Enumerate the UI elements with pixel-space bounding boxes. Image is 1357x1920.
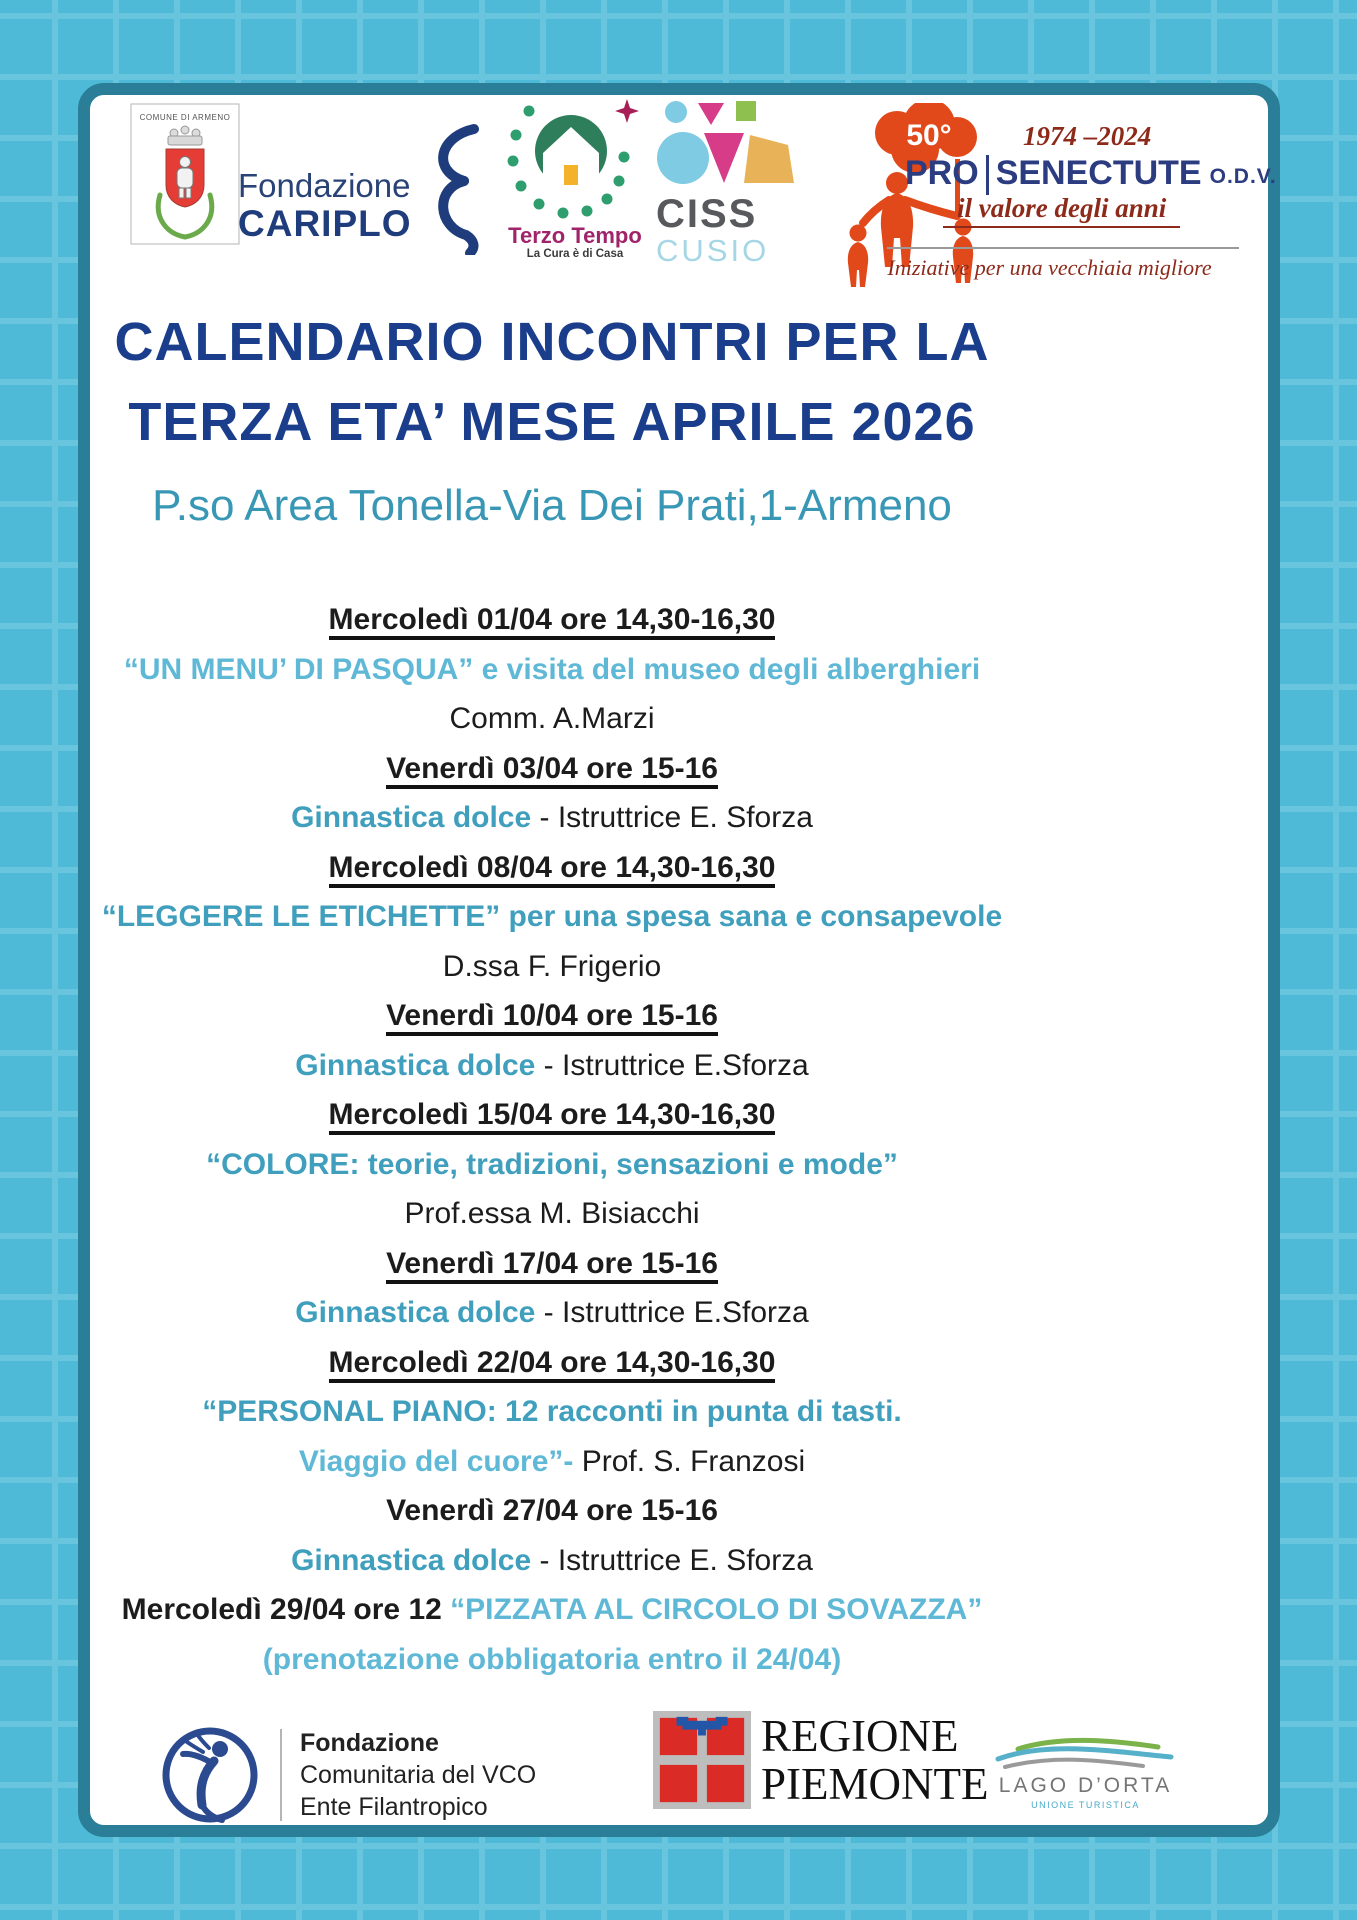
vco-line3: Ente Filantropico <box>300 1793 488 1821</box>
event-date-title: Mercoledì 29/04 ore 12 “PIZZATA AL CIRCOLO DI SOVAZZA” <box>121 1593 983 1626</box>
events-list <box>90 595 1014 1684</box>
vco-line1: Fondazione <box>300 1729 439 1757</box>
event-title: “LEGGERE LE ETICHETTE” per una spesa sana e consapevole <box>101 900 1003 933</box>
fondazione-vco-logo <box>158 1723 536 1827</box>
event-activity: Ginnastica dolce - Istruttrice E.Sforza <box>295 1048 809 1082</box>
cariplo-line2: CARIPLO <box>238 203 412 244</box>
event-date: Mercoledì 08/04 ore 14,30-16,30 <box>90 843 1014 893</box>
regione-line1: REGIONE <box>761 1711 959 1761</box>
regione-line2: PIEMONTE <box>761 1759 989 1809</box>
pro-senectute-tagline: Iniziative per una vecchiaia migliore <box>887 255 1212 280</box>
event-speaker: Comm. A.Marzi <box>449 702 655 735</box>
regione-wordmark <box>761 1712 988 1808</box>
ciss-sub: CUSIO <box>656 233 770 268</box>
comune-caption: COMUNE DI ARMENO <box>139 113 231 122</box>
terzo-tempo-tagline: La Cura è di Casa <box>526 248 624 260</box>
event-activity: Ginnastica dolce - Istruttrice E.Sforza <box>295 1296 809 1329</box>
event-note: (prenotazione obbligatoria entro il 24/04) <box>262 1642 842 1676</box>
lago-dorta-name: LAGO D’ORTA <box>998 1774 1173 1797</box>
poster-card <box>78 83 1280 1837</box>
event-speaker: Prof.essa M. Bisiacchi <box>404 1197 700 1230</box>
event-activity: Ginnastica dolce - Istruttrice E. Sforza <box>291 801 813 834</box>
event-date: Mercoledì 22/04 ore 14,30-16,30 <box>90 1338 1014 1388</box>
vco-figure-icon <box>158 1723 262 1827</box>
page-title-line1: CALENDARIO INCONTRI PER LA <box>114 312 990 372</box>
pro-senectute-anniversary: 50° <box>906 119 952 152</box>
cariplo-line1: Fondazione <box>238 167 411 204</box>
lago-dorta-logo <box>993 1733 1178 1810</box>
regione-piemonte-shield-icon <box>653 1711 751 1809</box>
terzo-tempo-name: Terzo Tempo <box>508 223 642 248</box>
ciss-name: CISS <box>656 192 758 236</box>
event-title: “COLORE: teorie, tradizioni, sensazioni e mode” <box>206 1147 898 1181</box>
pro-senectute-suffix: O.D.V. <box>1209 165 1277 188</box>
event-date: Mercoledì 15/04 ore 14,30-16,30 <box>90 1090 1014 1140</box>
event-date: Mercoledì 01/04 ore 14,30-16,30 <box>90 595 1014 645</box>
pro-senectute-motto: il valore degli anni <box>943 193 1180 228</box>
event-date: Venerdì 10/04 ore 15-16 <box>90 991 1014 1041</box>
vco-wordmark <box>300 1727 536 1823</box>
event-date: Venerdì 27/04 ore 15-16 <box>386 1494 718 1527</box>
text-column <box>90 95 1014 1825</box>
pro-senectute-name-left: PRO <box>905 154 979 192</box>
vco-line2: Comunitaria del VCO <box>300 1761 537 1789</box>
event-title-continued: Viaggio del cuore”- Prof. S. Franzosi <box>298 1444 806 1478</box>
regione-piemonte-logo <box>653 1711 988 1809</box>
vco-divider <box>280 1729 282 1821</box>
lago-dorta-sub: UNIONE TURISTICA <box>1031 1800 1140 1810</box>
event-title: “UN MENU’ DI PASQUA” e visita del museo degli alberghieri <box>123 652 981 686</box>
lago-dorta-waves-icon <box>993 1733 1178 1773</box>
event-date: Venerdì 03/04 ore 15-16 <box>90 744 1014 794</box>
event-date: Venerdì 17/04 ore 15-16 <box>90 1239 1014 1289</box>
event-speaker: D.ssa F. Frigerio <box>442 949 662 983</box>
page-title-line2: TERZA ETA’ MESE APRILE 2026 <box>128 392 976 452</box>
event-activity: Ginnastica dolce - Istruttrice E. Sforza <box>291 1543 813 1577</box>
pro-senectute-years: 1974 –2024 <box>1023 121 1152 151</box>
pro-senectute-name-right: SENECTUTE <box>995 154 1202 192</box>
poster-card-inner <box>90 95 1277 1825</box>
event-title: “PERSONAL PIANO: 12 racconti in punta di tasti. <box>202 1395 902 1428</box>
venue-address: P.so Area Tonella-Via Dei Prati,1-Armeno <box>152 481 952 530</box>
